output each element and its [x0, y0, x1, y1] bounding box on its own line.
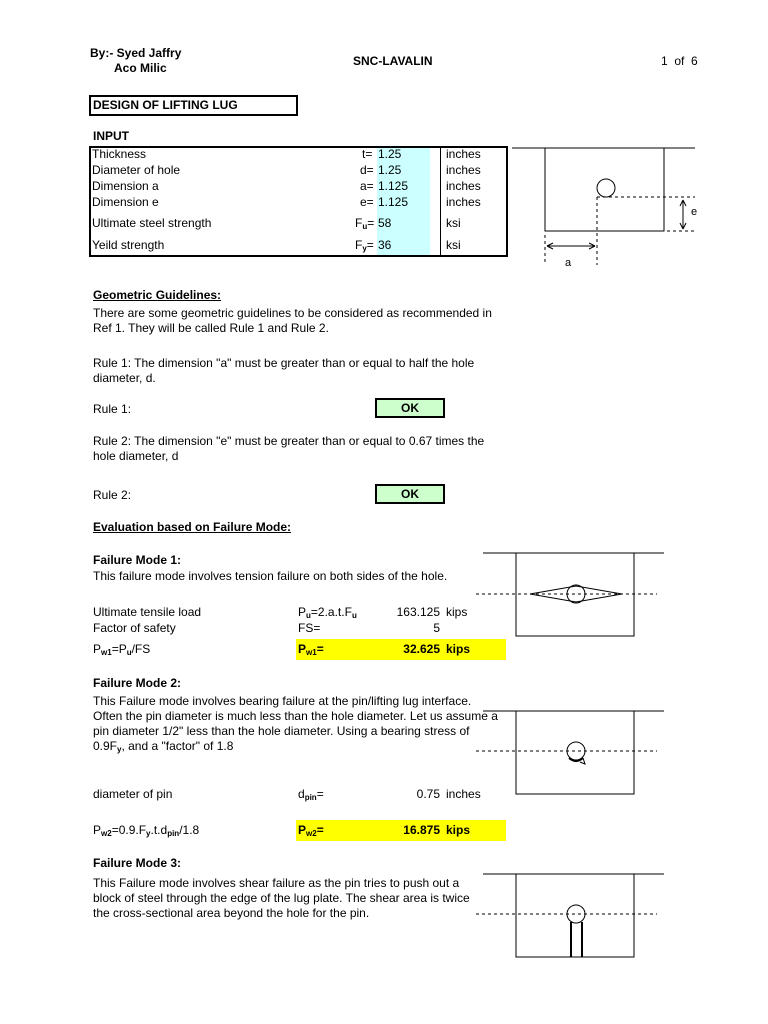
formula-sub: u	[306, 611, 311, 620]
input-value-yield-strength[interactable]: 36	[378, 238, 392, 252]
fm2-result-unit: kips	[446, 823, 471, 837]
fm3-heading: Failure Mode 3:	[93, 856, 182, 870]
fm2-result-label	[298, 823, 324, 838]
formula-part: .t.d	[150, 823, 168, 837]
formula-sub: pin	[304, 793, 317, 802]
formula-sub: w2	[306, 829, 317, 838]
input-label: Dimension e	[92, 195, 159, 209]
input-sym: t=	[362, 147, 373, 161]
fm1-description: This failure mode involves tension failure on both sides of the hole.	[93, 569, 448, 583]
input-sym	[355, 238, 374, 253]
formula-sub: pin	[167, 829, 180, 838]
page-of: of	[674, 54, 685, 68]
input-divider	[440, 148, 441, 255]
fm1-result-unit: kips	[446, 642, 471, 656]
geometric-intro: There are some geometric guidelines to be considered as recommended in Ref 1. They will be called Rule 1 and Rule 2.	[93, 306, 492, 335]
fm1-load-value: 163.125	[396, 605, 440, 619]
fm2-pin-value: 0.75	[416, 787, 440, 801]
input-row-ultimate-strength	[92, 216, 211, 230]
formula-sub: u	[126, 648, 132, 657]
fm1-load-label: Ultimate tensile load	[93, 605, 202, 619]
input-label: Ultimate steel strength	[92, 216, 212, 230]
rule1-label: Rule 1:	[93, 402, 132, 416]
fm1-pw-formula	[93, 642, 150, 657]
rule1-text: Rule 1: The dimension "a" must be greater than or equal to half the hole diameter, d.	[93, 356, 475, 385]
input-label: Diameter of hole	[92, 163, 181, 177]
formula-part: =0.9.F	[111, 823, 147, 837]
input-unit: inches	[446, 195, 481, 209]
fm2-heading: Failure Mode 2:	[93, 676, 182, 690]
formula-sub: w2	[101, 829, 112, 838]
input-row-thickness	[92, 147, 146, 161]
input-value-dimension-a[interactable]: 1.125	[378, 179, 409, 193]
input-row-yield-strength	[92, 238, 164, 252]
input-unit: ksi	[446, 216, 461, 230]
formula-sub: u	[351, 611, 357, 620]
fm1-result-label	[298, 642, 324, 657]
diagram-label-a: a	[565, 257, 572, 269]
fm2-formula	[93, 823, 199, 838]
input-row-hole-diameter	[92, 163, 180, 177]
formula-part: P	[298, 642, 307, 656]
fm3-description: This Failure mode involves shear failure as the pin tries to push out a block of steel through the edge of the lug plate. The shear area is twice the cross-sectional area beyond the hole for the pin.	[93, 876, 470, 920]
page-current: 1	[661, 54, 668, 68]
formula-part: P	[298, 823, 307, 837]
author-line: By:- Syed Jaffry	[90, 46, 182, 60]
fm2-pin-sym	[298, 787, 324, 802]
input-sym	[355, 216, 374, 231]
diagram-label-e: e	[691, 206, 698, 218]
input-heading: INPUT	[93, 129, 129, 143]
fm1-fs-value: 5	[433, 621, 440, 635]
geometric-heading: Geometric Guidelines:	[93, 288, 222, 302]
input-label: Thickness	[92, 147, 147, 161]
formula-part: /1.8	[179, 823, 200, 837]
formula-part: =	[316, 642, 324, 656]
input-label: Dimension a	[92, 179, 159, 193]
input-label: Yeild strength	[92, 238, 165, 252]
fm2-pin-label: diameter of pin	[93, 787, 173, 801]
formula-part: =	[316, 787, 324, 801]
rule2-result: OK	[375, 484, 445, 504]
fm2-desc-part: This Failure mode involves bearing failure at the pin/lifting lug interface. Often the pin diameter is much less than the hole diameter. Let us assume a pin diameter 1/2" less than the hole diameter. Using a bearing stress of 0.9F	[93, 694, 498, 753]
input-row-dimension-a	[92, 179, 159, 193]
input-unit: ksi	[446, 238, 461, 252]
fm2-desc-sub: y	[117, 745, 122, 754]
input-value-dimension-e[interactable]: 1.125	[378, 195, 409, 209]
fm1-result-value: 32.625	[403, 642, 440, 656]
fm1-fs-sym: FS=	[298, 621, 321, 635]
input-unit: inches	[446, 147, 481, 161]
formula-sub: w1	[306, 648, 317, 657]
sym-eq: =	[366, 238, 374, 252]
formula-part: P	[93, 642, 102, 656]
sym-eq: =	[367, 216, 375, 230]
input-value-ultimate-strength[interactable]: 58	[378, 216, 392, 230]
input-sym: e=	[360, 195, 374, 209]
page-number	[661, 54, 698, 68]
input-unit: inches	[446, 179, 481, 193]
sym-main: F	[355, 216, 363, 230]
fm1-heading: Failure Mode 1:	[93, 553, 182, 567]
input-value-thickness[interactable]: 1.25	[378, 147, 402, 161]
page-title-text: DESIGN OF LIFTING LUG	[93, 98, 238, 112]
sym-main: F	[355, 238, 363, 252]
input-row-dimension-e	[92, 195, 159, 209]
evaluation-heading: Evaluation based on Failure Mode:	[93, 520, 292, 534]
formula-part: /FS	[131, 642, 151, 656]
fm1-load-formula	[298, 605, 357, 620]
fm1-load-unit: kips	[446, 605, 468, 619]
formula-part: =	[316, 823, 324, 837]
input-value-hole-diameter[interactable]: 1.25	[378, 163, 402, 177]
fm1-fs-label: Factor of safety	[93, 621, 176, 635]
fm2-description	[93, 694, 498, 757]
formula-part: P	[93, 823, 102, 837]
page-title	[89, 95, 298, 116]
company-name: SNC-LAVALIN	[353, 54, 433, 68]
formula-part: d	[298, 787, 305, 801]
formula-part: =2.a.t.F	[310, 605, 352, 619]
rule2-label: Rule 2:	[93, 488, 132, 502]
rule1-result: OK	[375, 398, 445, 418]
formula-sub: w1	[101, 648, 112, 657]
formula-part: =P	[111, 642, 127, 656]
fm2-pin-unit: inches	[446, 787, 481, 801]
sym-sub: u	[362, 222, 368, 231]
fm2-result-value: 16.875	[403, 823, 440, 837]
input-sym: d=	[360, 163, 374, 177]
fm2-desc-part: , and a "factor" of 1.8	[121, 739, 234, 753]
page-total: 6	[691, 54, 698, 68]
formula-part: P	[298, 605, 307, 619]
input-unit: inches	[446, 163, 481, 177]
rule2-text: Rule 2: The dimension "e" must be greater than or equal to 0.67 times the hole diameter, d	[93, 434, 485, 463]
author-2: Aco Milic	[114, 61, 167, 75]
formula-sub: y	[146, 829, 151, 838]
sym-sub: y	[362, 244, 367, 253]
input-sym: a=	[360, 179, 374, 193]
